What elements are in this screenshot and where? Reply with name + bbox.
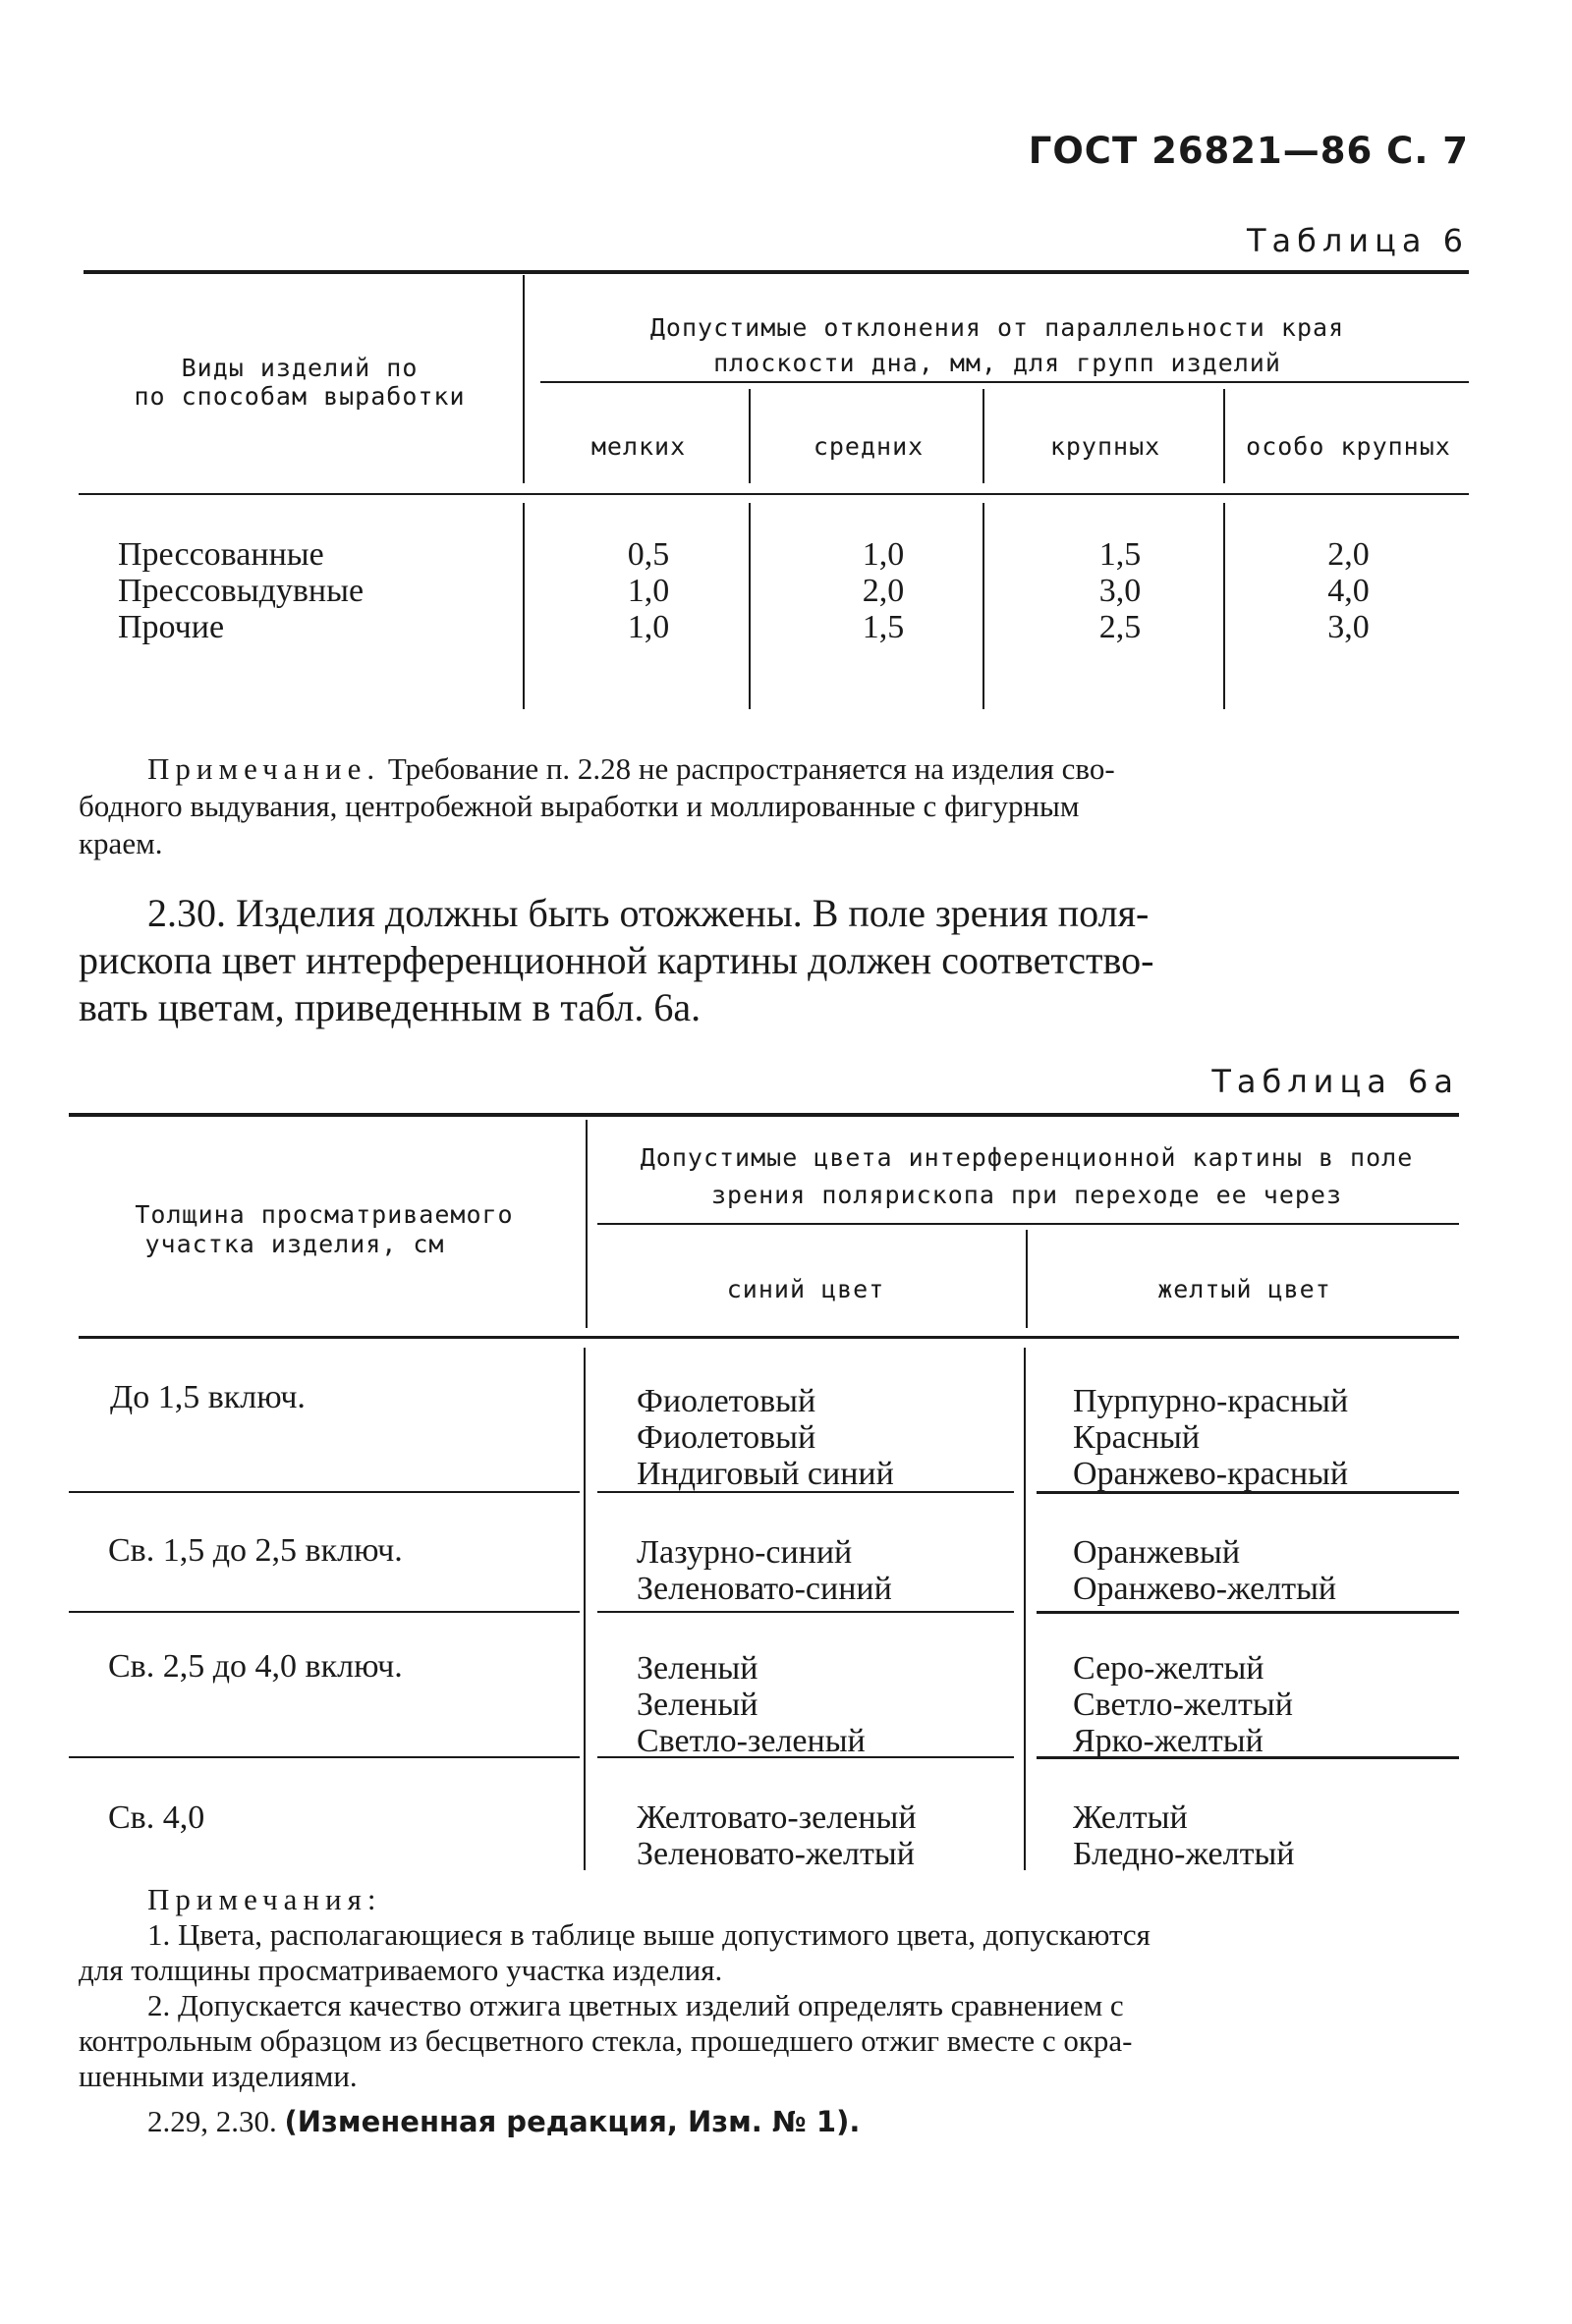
table6a-thick-cell: Св. 2,5 до 4,0 включ. — [108, 1648, 403, 1685]
note-text: 2. Допускается качество отжига цветных изделий определять сравнением с — [147, 1988, 1124, 2022]
table6a-thick-cell: Св. 4,0 — [108, 1799, 205, 1836]
table-cell: Светло-желтый — [1073, 1687, 1293, 1723]
table6a-blue-cell — [637, 1650, 866, 1759]
table6a-group-l1: Допустимые цвета интерференционной картины в поле — [640, 1143, 1414, 1172]
table-cell: 1,5 — [1098, 536, 1142, 573]
table6-caption: Таблица 6 — [1246, 222, 1469, 259]
table6a-group-l2: зрения полярископа при переходе ее через — [710, 1181, 1343, 1209]
paragraph-text: рископа цвет интерференционной картины должен соответство- — [79, 938, 1154, 982]
note-text: Требование п. 2.28 не распространяется на изделия сво- — [387, 751, 1115, 786]
table6a-col-yellow: желтый цвет — [1157, 1275, 1331, 1303]
note-text: для толщины просматриваемого участка изделия. — [79, 1953, 723, 1987]
amendment-line — [147, 2104, 860, 2139]
table6a-yellow-cell — [1073, 1799, 1295, 1872]
table6a-vline — [1026, 1230, 1028, 1328]
table-cell: Индиговый синий — [637, 1456, 894, 1492]
table-cell: Лазурно-синий — [637, 1534, 853, 1571]
table6a-yellow-cell — [1073, 1650, 1293, 1759]
table-cell: Прочие — [118, 609, 225, 645]
paragraph-text: 2.30. Изделия должны быть отожжены. В поле зрения поля- — [147, 891, 1150, 935]
paragraph-text: вать цветам, приведенным в табл. 6а. — [79, 985, 702, 1029]
table-cell: Бледно-желтый — [1073, 1836, 1295, 1872]
notes-title: Примечания: — [147, 1882, 382, 1916]
table6-col-types-l2: по способам выработки — [134, 382, 466, 411]
table6-row-names — [118, 536, 364, 645]
table6-col-types-l1: Виды изделий по — [181, 354, 419, 382]
table6-vline — [1223, 389, 1225, 483]
table-cell: Фиолетовый — [637, 1383, 816, 1419]
table6a-group-header — [594, 1139, 1459, 1214]
table-cell: Прессованные — [118, 536, 324, 573]
table-cell: 2,0 — [862, 573, 905, 609]
table-cell: 4,0 — [1327, 573, 1370, 609]
table6-col-small: мелких — [590, 432, 687, 461]
table6a-yellow-cell — [1073, 1534, 1336, 1607]
table6a-col-thick-l1: Толщина просматриваемого — [135, 1200, 514, 1229]
table6-col-xlarge: особо крупных — [1246, 432, 1451, 461]
table6a-col-thick-l2: участка изделия, см — [144, 1230, 445, 1258]
table-cell: Зеленовато-синий — [637, 1571, 892, 1607]
table6a-thick-cell: Св. 1,5 до 2,5 включ. — [108, 1532, 403, 1569]
note-text: бодного выдувания, центробежной выработки и моллированные с фигурным — [79, 789, 1080, 823]
table-cell: 3,0 — [1098, 573, 1142, 609]
table6-vline — [523, 503, 525, 709]
table6a-col-blue: синий цвет — [726, 1275, 885, 1303]
table6-group-l2: плоскости дна, мм, для групп изделий — [713, 349, 1281, 377]
table6-note — [79, 750, 1474, 862]
table-cell: Желтый — [1073, 1799, 1188, 1836]
table6a-vline — [584, 1348, 586, 1870]
table-cell: 2,5 — [1098, 609, 1142, 645]
table-cell: 1,0 — [627, 609, 670, 645]
table-cell: Оранжево-красный — [1073, 1456, 1349, 1492]
table6a-thick-cell: До 1,5 включ. — [110, 1379, 306, 1415]
table6-group-l1: Допустимые отклонения от параллельности края — [649, 313, 1345, 342]
table-cell: Светло-зеленый — [637, 1723, 866, 1759]
table6-subrule — [540, 381, 1469, 383]
table6-vline — [749, 389, 751, 483]
table6a-blue-cell — [637, 1383, 894, 1492]
table6a-vline — [586, 1120, 588, 1328]
table6-col-types — [84, 354, 516, 411]
table6a-top-rule — [69, 1113, 1459, 1117]
table6a-header-rule — [79, 1336, 1459, 1339]
table6a-row-rule — [597, 1611, 1014, 1613]
table-cell: Красный — [1073, 1419, 1201, 1456]
table6-header-rule — [79, 493, 1469, 495]
table-cell: Желтовато-зеленый — [637, 1799, 917, 1836]
table-cell: 0,5 — [627, 536, 670, 573]
note-text: краем. — [79, 826, 163, 860]
table-cell: 2,0 — [1327, 536, 1370, 573]
table6a-notes — [79, 1882, 1474, 2094]
paragraph-2-30 — [79, 890, 1484, 1031]
table-cell: Зеленый — [637, 1650, 758, 1687]
table6-col-medium: средних — [813, 432, 925, 461]
table-cell: Оранжево-желтый — [1073, 1571, 1337, 1607]
table6a-col-thick — [74, 1200, 575, 1259]
note-lead: Примечание. — [147, 751, 381, 786]
page-header: ГОСТ 26821—86 С. 7 — [1028, 130, 1469, 172]
table-cell: Серо-желтый — [1073, 1650, 1264, 1687]
table-cell: 1,5 — [862, 609, 905, 645]
amendment-prefix: 2.29, 2.30. — [147, 2104, 277, 2138]
table-cell: Зеленый — [637, 1687, 758, 1723]
table-cell: Фиолетовый — [637, 1419, 816, 1456]
note-text: 1. Цвета, располагающиеся в таблице выше допустимого цвета, допускаются — [147, 1917, 1151, 1952]
table6a-row-rule — [69, 1756, 580, 1758]
table6-col-large-values — [990, 536, 1250, 645]
table6a-row-rule — [69, 1611, 580, 1613]
table6-top-rule — [84, 270, 1469, 274]
table6a-vline — [1024, 1348, 1026, 1870]
table6a-subrule — [597, 1223, 1459, 1225]
table-cell: Пурпурно-красный — [1073, 1383, 1349, 1419]
table6-col-medium-values — [757, 536, 1010, 645]
table6-col-large: крупных — [1049, 432, 1161, 461]
table6-group-header — [550, 310, 1444, 381]
table6a-blue-cell — [637, 1534, 892, 1607]
table6-col-small-values — [531, 536, 766, 645]
table6a-yellow-cell — [1073, 1383, 1348, 1492]
table6-col-xlarge-values — [1228, 536, 1469, 645]
note-text: шенными изделиями. — [79, 2059, 358, 2093]
table-cell: Прессовыдувные — [118, 573, 365, 609]
table-cell: Ярко-желтый — [1073, 1723, 1263, 1759]
table6a-caption: Таблица 6а — [1211, 1063, 1459, 1100]
table-cell: 1,0 — [862, 536, 905, 573]
table6-vline — [982, 389, 984, 483]
table-cell: 1,0 — [627, 573, 670, 609]
note-text: контрольным образцом из бесцветного стекла, прошедшего отжиг вместе с окра- — [79, 2023, 1133, 2058]
table6a-blue-cell — [637, 1799, 917, 1872]
table-cell: Зеленовато-желтый — [637, 1836, 915, 1872]
table-cell: 3,0 — [1327, 609, 1370, 645]
table6-vline — [523, 275, 525, 483]
table-cell: Оранжевый — [1073, 1534, 1241, 1571]
table6a-row-rule — [1037, 1611, 1459, 1614]
table6a-row-rule — [69, 1491, 580, 1493]
amendment-text: (Измененная редакция, Изм. № 1). — [284, 2105, 861, 2138]
